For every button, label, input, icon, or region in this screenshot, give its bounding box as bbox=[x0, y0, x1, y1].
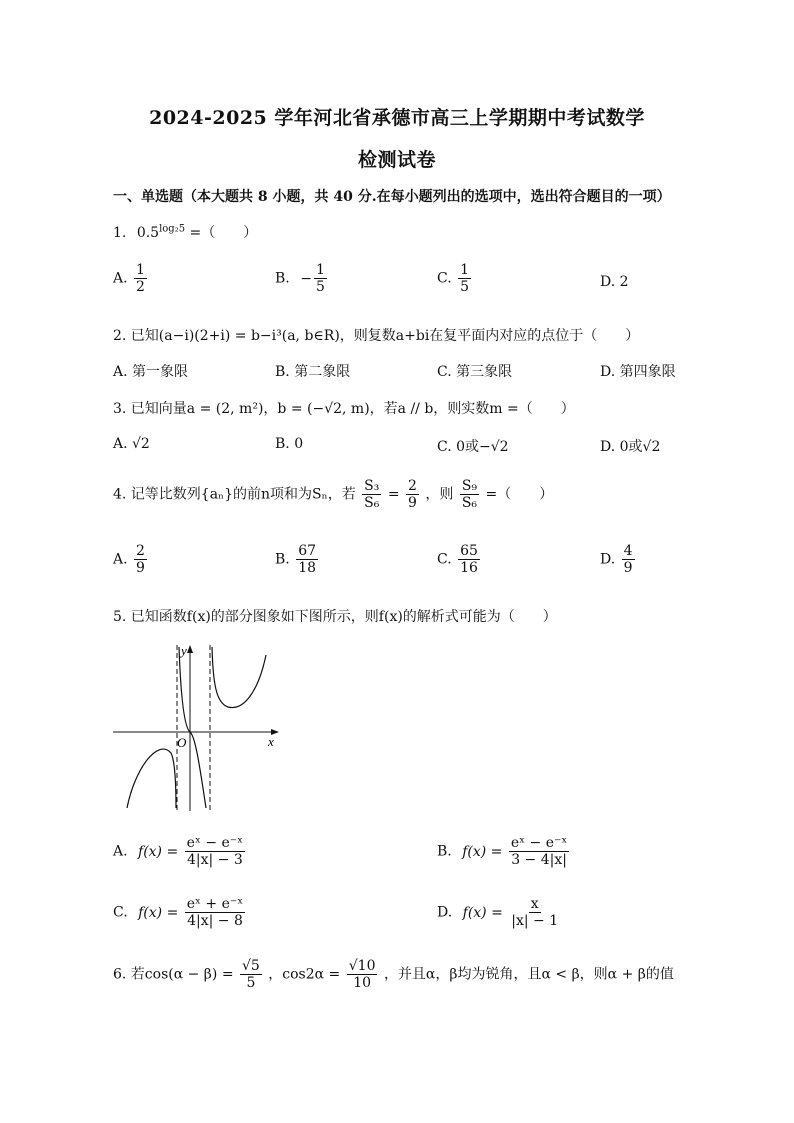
question-4: 4. 记等比数列{aₙ}的前n项和为Sₙ，若 $\frac{\text{S₃}}{\text{S₆}}$ = $\frac{2}{9}$ ，则 $\frac{\text{S₉}}{\text{S₆}}$ =（ ） bbox=[113, 478, 554, 512]
doc-title-line-1: 2024-2025 学年河北省承德市高三上学期期中考试数学 bbox=[149, 107, 645, 129]
origin-label: O bbox=[177, 735, 187, 750]
curve-right-branch bbox=[212, 647, 266, 708]
q4-option-c: C. $\frac{65}{16}$ bbox=[437, 543, 478, 577]
question-1 bbox=[113, 222, 257, 242]
q1-expr: 0.5 bbox=[136, 225, 160, 241]
section-heading: 一、单选题（本大题共 8 小题，共 40 分.在每小题列出的选项中，选出符合题目的一项） bbox=[113, 189, 671, 205]
x-axis-label: x bbox=[268, 734, 274, 749]
question-5: 5. 已知函数f(x)的部分图象如下图所示，则f(x)的解析式可能为（ ） bbox=[113, 609, 557, 625]
q3-option-d: D. 0或√2 bbox=[600, 439, 661, 455]
curve-left-branch bbox=[127, 749, 176, 808]
q4-option-d: D. $\frac{4}{9}$ bbox=[600, 543, 633, 577]
q2-option-c: C. 第三象限 bbox=[437, 364, 513, 380]
y-axis-label: y bbox=[181, 643, 187, 658]
q2-option-d: D. 第四象限 bbox=[600, 364, 676, 380]
question-6: 6. 若cos(α − β) = $\frac{√5}{5}$ ，cos2α = $\frac{√10}{10}$ ，并且α，β均为锐角，且α < β，则α + β的值 bbox=[113, 958, 674, 992]
q3-option-b: B. 0 bbox=[275, 436, 304, 452]
q1-option-a: A. $\frac{1}{2}$ bbox=[113, 262, 145, 296]
q1-option-d: D. 2 bbox=[600, 274, 629, 290]
q5-option-b: B. f(x) = $\frac{\text{eˣ − e⁻ˣ}}{3 - 4|x|}$ bbox=[437, 835, 568, 869]
q1-exponent: log₂5 bbox=[159, 223, 186, 235]
q2-option-b: B. 第二象限 bbox=[275, 364, 351, 380]
q3-option-a: A. √2 bbox=[113, 436, 150, 452]
q1-option-b: B. − $\frac{1}{5}$ bbox=[275, 262, 325, 296]
curve-middle-branch bbox=[179, 647, 206, 808]
function-graph bbox=[113, 643, 283, 813]
q1-number: 1. bbox=[113, 225, 127, 241]
q1-option-c: C. $\frac{1}{5}$ bbox=[437, 262, 470, 296]
q5-option-d: D. f(x) = $\frac{x}{|x| - 1}$ bbox=[437, 896, 559, 930]
question-3: 3. 已知向量a = (2, m²)，b = (−√2, m)，若a // b，则实数m =（ ） bbox=[113, 401, 575, 417]
y-axis-arrow bbox=[187, 645, 193, 653]
q4-option-a: A. $\frac{2}{9}$ bbox=[113, 543, 145, 577]
q4-option-b: B. $\frac{67}{18}$ bbox=[275, 543, 317, 577]
q3-option-c: C. 0或−√2 bbox=[437, 439, 509, 455]
q5-option-a: A. f(x) = $\frac{\text{eˣ − e⁻ˣ}}{4|x| - 3}$ bbox=[113, 835, 244, 869]
question-2: 2. 已知(a−i)(2+i) = b−i³(a, b∈R)，则复数a+bi在复平面内对应的点位于（ ） bbox=[113, 328, 640, 344]
q5-option-c: C. f(x) = $\frac{\text{eˣ + e⁻ˣ}}{4|x| - 8}$ bbox=[113, 896, 244, 930]
q1-tail: =（ ） bbox=[189, 225, 258, 241]
q2-option-a: A. 第一象限 bbox=[113, 364, 189, 380]
doc-title-line-2: 检测试卷 bbox=[357, 149, 436, 171]
